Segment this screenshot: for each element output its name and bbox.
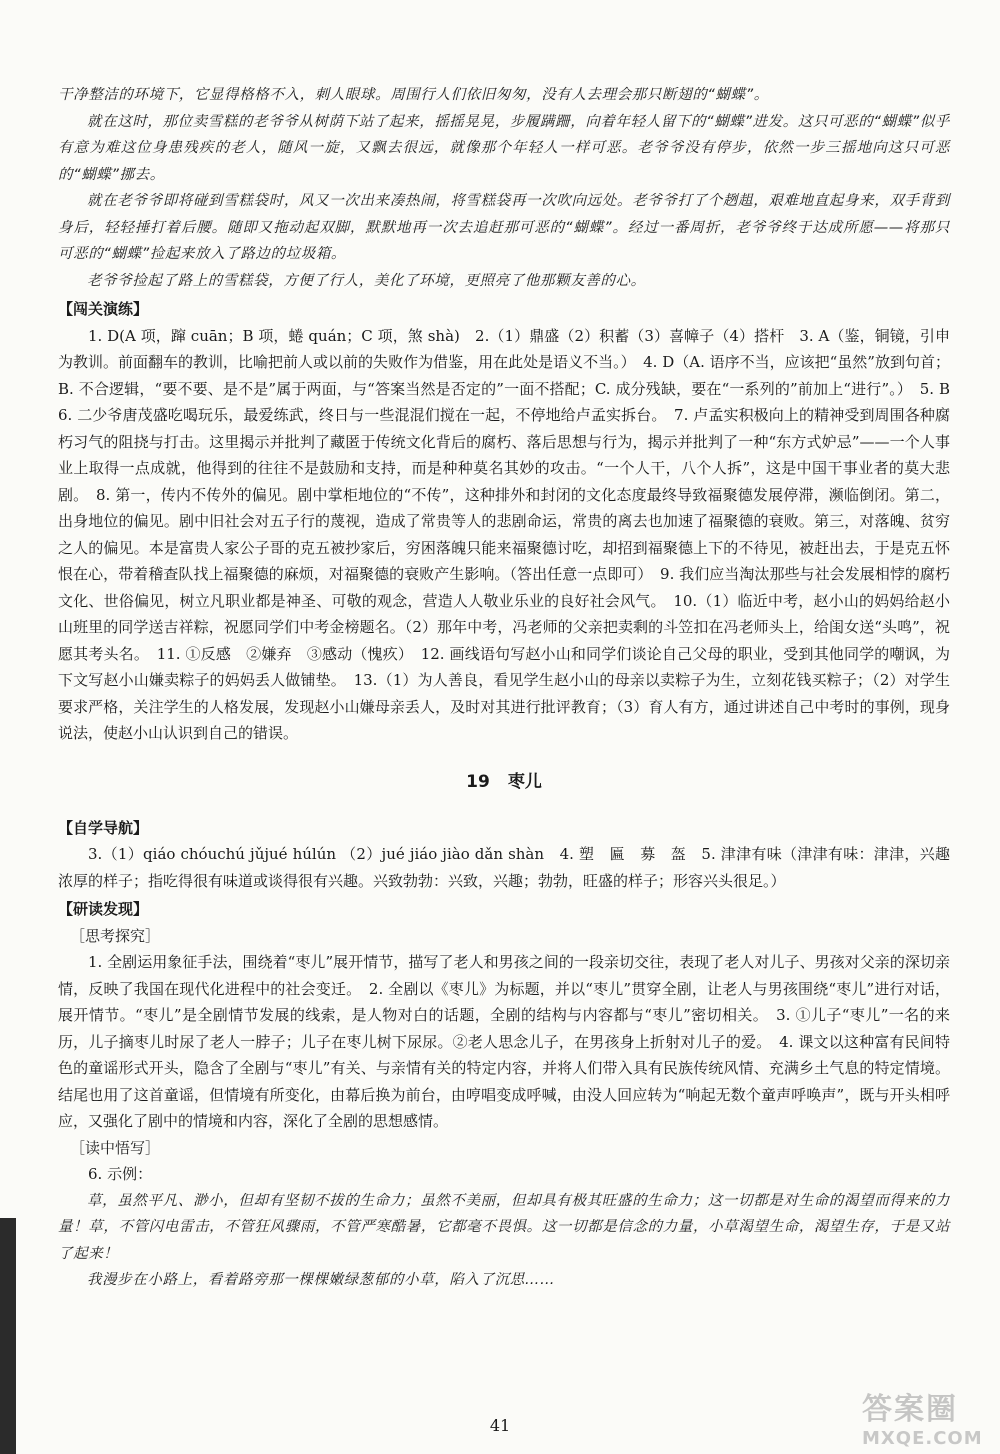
page-edge-shadow: [0, 1218, 16, 1454]
lesson-title: [58, 769, 950, 795]
subheading-read-write: ［读中悟写］: [70, 1138, 161, 1157]
item-6-label: 6. 示例：: [88, 1165, 153, 1183]
section-heading-research: 【研读发现】: [58, 900, 149, 918]
story-paragraph: 干净整洁的环境下，它显得格格不入，刺人眼球。周围行人们依旧匆匆，没有人去理会那只断翅的“蝴蝶”。: [58, 87, 769, 103]
story-paragraph: 就在老爷爷即将碰到雪糕袋时，风又一次出来凑热闹，将雪糕袋再一次吹向远处。老爷爷打了个趔趄，艰难地直起身来，双手背到身后，轻轻捶打着后腰。随即又拖动起双脚，默默地再一次去追赶那可恶的“蝴蝶”。经过一番周折，老爷爷终于达成所愿——将那只可恶的“蝴蝶”捡起来放入了路边的垃圾箱。: [58, 193, 950, 262]
example-paragraph: 草，虽然平凡、渺小，但却有坚韧不拔的生命力；虽然不美丽，但却具有极其旺盛的生命力；这一切都是对生命的渴望而得来的力量！草，不管闪电雷击，不管狂风骤雨，不管严寒酷暑，它都毫不畏惧。这一切都是信念的力量，小草渴望生命，渴望生存，于是又站了起来！: [58, 1192, 950, 1262]
challenge-answers: 1. D(A 项，蹿 cuān；B 项，蜷 quán；C 项，煞 shà) 2.（1）鼎盛（2）积蓄（3）喜幛子（4）搭杆 3. A（鉴，铜镜，引申为教训。前面翻车的教训，比喻把前人或以前的失败作为借鉴，用在此处是语义不当。） 4. D（A. 语序不当，应该把“虽然”放到句首；B. 不合逻辑，“要不要、是不是”属于两面，与“答案当然是否定的”一面不搭配；C. 成分残缺，要在“一系列的”前加上“进行”。） 5. B 6. 二少爷唐茂盛吃喝玩乐，最爱练武，终日与一些混混们搅在一起，不停地给卢孟实拆台。 7. 卢孟实积极向上的精神受到周围各种腐朽习气的阻挠与打击。这里揭示并批判了藏匿于传统文化背后的腐朽、落后思想与行为，揭示并批判了一种“东方式妒忌”——一个人事业上取得一点成就，他得到的往往不是鼓励和支持，而是种种莫名其妙的攻击。“一个人干，八个人拆”，这是中国干事业者的莫大悲剧。 8. 第一，传内不传外的偏见。剧中掌柜地位的“不传”，这种排外和封闭的文化态度最终导致福聚德发展停滞，濒临倒闭。第二，出身地位的偏见。剧中旧社会对五子行的蔑视，造成了常贵等人的悲剧命运，常贵的离去也加速了福聚德的衰败。第三，对落魄、贫穷之人的偏见。本是富贵人家公子哥的克五被抄家后，穷困落魄只能来福聚德讨吃，却招到福聚德上下的不待见，被赶出去，于是克五怀恨在心，带着稽查队找上福聚德的麻烦，对福聚德的衰败产生影响。（答出任意一点即可） 9. 我们应当淘汰那些与社会发展相悖的腐朽文化、世俗偏见，树立凡职业都是神圣、可敬的观念，营造人人敬业乐业的良好社会风气。 10.（1）临近中考，赵小山的妈妈给赵小山班里的同学送吉祥粽，祝愿同学们中考金榜题名。（2）那年中考，冯老师的父亲把卖剩的斗笠扣在冯老师头上，给闺女送“头鸣”，祝愿其考头名。 11. ①反感 ②嫌弃 ③感动（愧疚） 12. 画线语句写赵小山和同学们谈论自己父母的职业，受到其他同学的嘲讽，为下文写赵小山嫌卖粽子的妈妈丢人做铺垫。 13.（1）为人善良，看见学生赵小山的母亲以卖粽子为生，立刻花钱买粽子；（2）对学生要求严格，关注学生的人格发展，发现赵小山嫌母亲丢人，及时对其进行批评教育；（3）育人有方，通过讲述自己中考时的事例，现身说法，使赵小山认识到自己的错误。: [58, 326, 966, 742]
lesson-name: 枣儿: [507, 771, 542, 792]
page-body: [58, 82, 966, 1294]
research-answers: 1. 全剧运用象征手法，围绕着“枣儿”展开情节，描写了老人和男孩之间的一段亲切交往，表现了老人对儿子、男孩对父亲的深切亲情，反映了我国在现代化进程中的社会变迁。 2. 全剧以《枣儿》为标题，并以“枣儿”贯穿全剧，让老人与男孩围绕“枣儿”进行对话，展开情节。“枣儿”是全剧情节发展的线索，是人物对白的话题，全剧的结构与内容都与“枣儿”密切相关。 3. ①儿子“枣儿”一名的来历，儿子摘枣儿时尿了老人一脖子；儿子在枣儿树下尿尿。②老人思念儿子，在男孩身上折射对儿子的爱。 4. 课文以这种富有民间特色的童谣形式开头，隐含了全剧与“枣儿”有关、与亲情有关的特定内容，并将人们带入具有民族传统风情、充满乡土气息的特定情境。结尾也用了这首童谣，但情境有所变化，由幕后换为前台，由哼唱变成呼喊，由没人回应转为“响起无数个童声呼唤声”，既与开头相呼应，又强化了剧中的情境和内容，深化了全剧的思想感情。: [58, 953, 950, 1130]
page-number: 41: [489, 1416, 511, 1435]
section-heading-self-study: 【自学导航】: [58, 818, 149, 837]
lesson-number: 19: [466, 771, 490, 792]
story-paragraph: 老爷爷捡起了路上的雪糕袋，方便了行人，美化了环境，更照亮了他那颗友善的心。: [87, 272, 646, 289]
self-study-answers: 3.（1）qiáo chóuchú jǔjué húlún （2）jué jiáo jiào dǎn shàn 4. 塑 匾 募 盔 5. 津津有味（津津有味：津津，兴趣浓厚的样子；指吃得很有味道或谈得很有兴趣。兴致勃勃：兴致，兴趣；勃勃，旺盛的样子；形容兴头很足。）: [58, 845, 950, 890]
subheading-think: ［思考探究］: [70, 926, 161, 945]
section-heading-challenge: 【闯关演练】: [58, 300, 149, 318]
example-paragraph: 我漫步在小路上，看着路旁那一棵棵嫩绿葱郁的小草，陷入了沉思……: [87, 1272, 556, 1288]
story-paragraph: 就在这时，那位卖雪糕的老爷爷从树荫下站了起来，摇摇晃晃，步履蹒跚，向着年轻人留下的“蝴蝶”进发。这只可恶的“蝴蝶”似乎有意为难这位身患残疾的老人，随风一旋，又飘去很远，就像那个年轻人一样可恶。老爷爷没有停步，依然一步三摇地向这只可恶的“蝴蝶”挪去。: [58, 113, 950, 183]
watermark-logo: 答案圈 MXQE.COM: [862, 1392, 983, 1449]
